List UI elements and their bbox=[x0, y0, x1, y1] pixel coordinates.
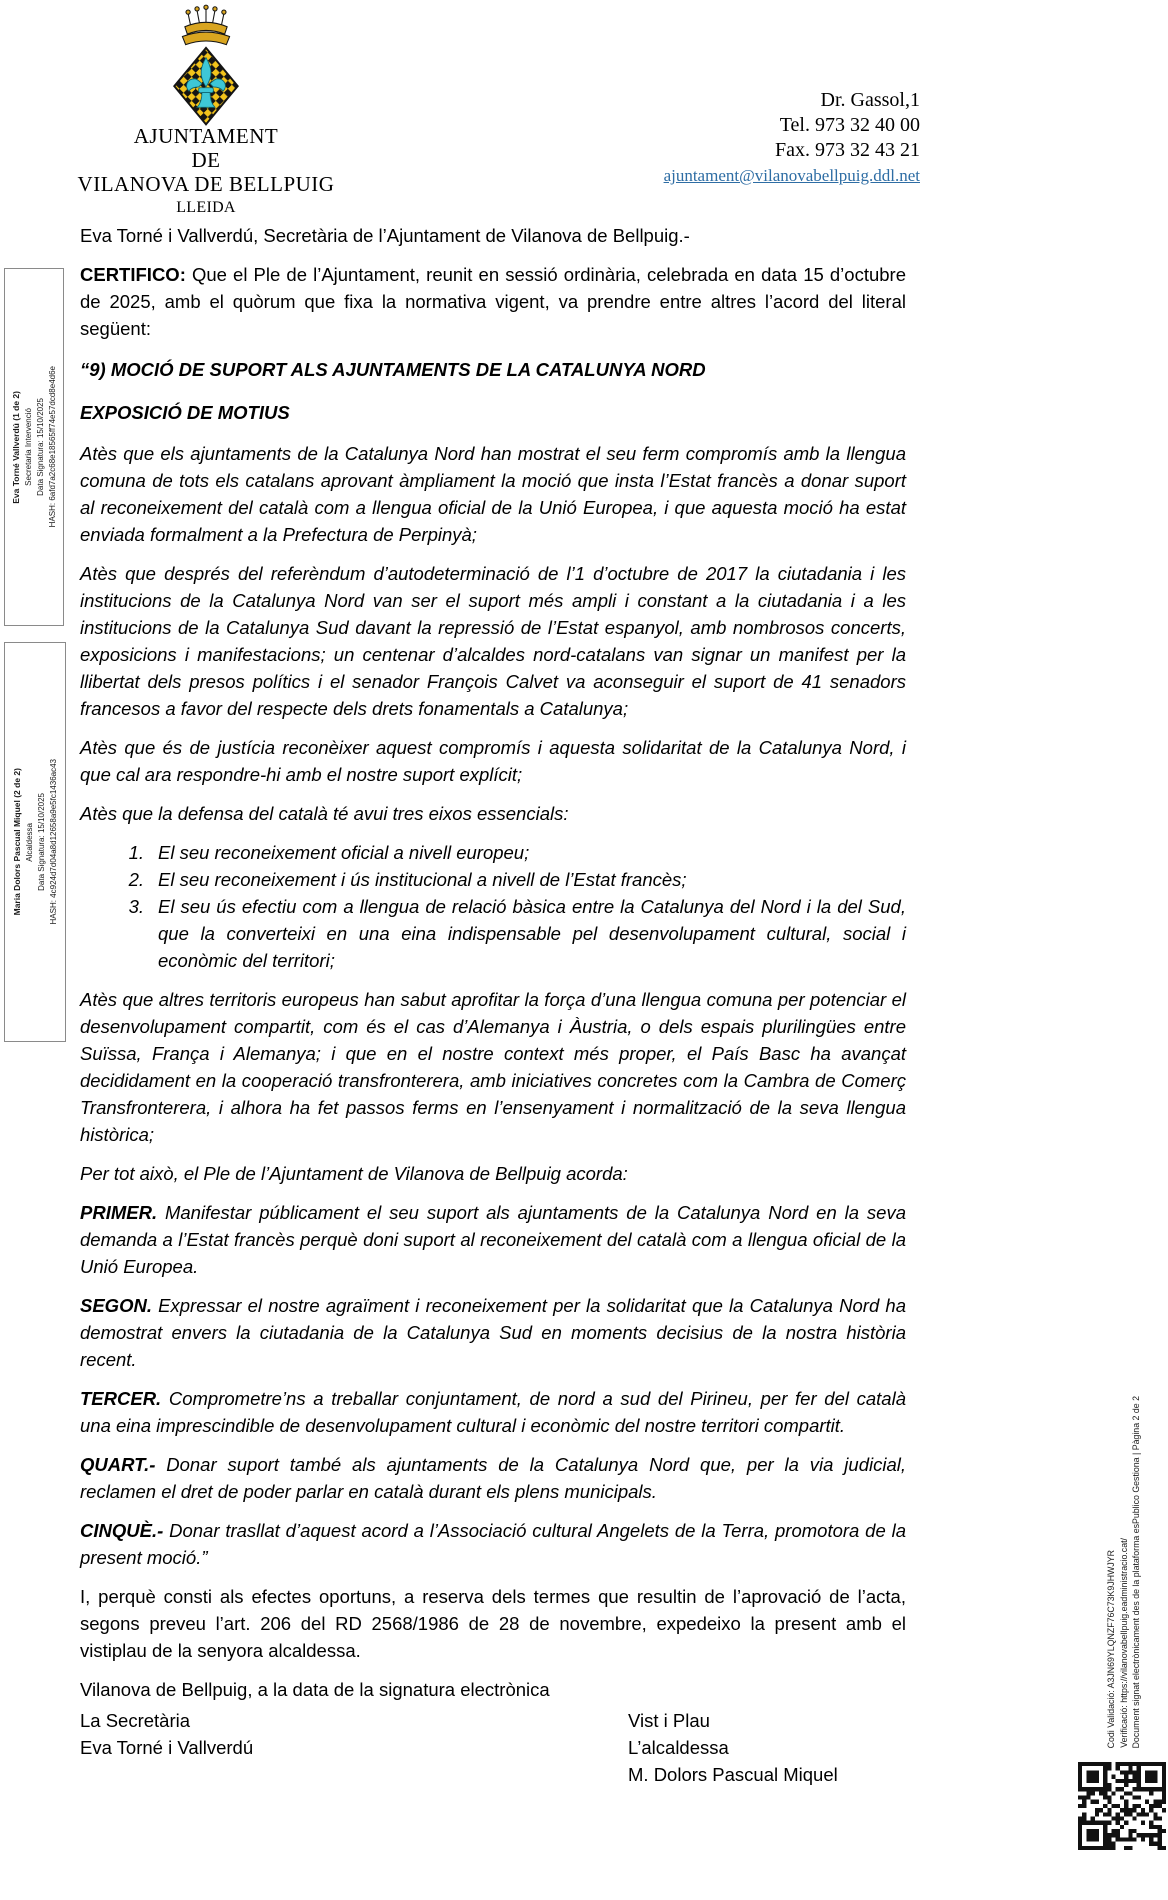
paragraph-ates-4: Atès que la defensa del català té avui tres eixos essencials: bbox=[80, 803, 569, 824]
organization-name-block bbox=[60, 124, 352, 220]
signature-visa: Vist i Plau bbox=[628, 1710, 710, 1731]
org-line: VILANOVA DE BELLPUIG bbox=[77, 172, 335, 196]
validation-code: Codi Validació: A3JN69YLQNZF76C73K9JHWJYR bbox=[1106, 1549, 1116, 1748]
agreement-cinque bbox=[80, 1517, 906, 1571]
paragraph-ates-2: Atès que després del referèndum d’autodeterminació de l’1 d’octubre de 2017 la ciutadania i les institucions de la Catalunya Nord van ser el suport més ampli i constant a la ciutadania i a les institucions de la Catalunya Sud davant la repressió de l’Estat espanyol, amb nombrosos concerts, exposicions i manifestacions; un centenar d’alcaldes nord-catalans van signar un manifest per la llibertat dels presos polítics i el senador François Calvet va aconseguir el suport de 41 senadors francesos a favor del respecte dels drets fonamentals a Catalunya; bbox=[80, 563, 906, 719]
stamp-signer-role: Secretaria Intervenció bbox=[23, 408, 33, 486]
org-line: LLEIDA bbox=[176, 199, 236, 216]
contact-fax: Fax. 973 32 43 21 bbox=[775, 139, 920, 161]
signature-name: Eva Torné i Vallverdú bbox=[80, 1737, 254, 1758]
list-item bbox=[80, 839, 906, 866]
contact-phone: Tel. 973 32 40 00 bbox=[779, 114, 920, 136]
list-item bbox=[80, 893, 906, 974]
stamp-signature-date: Data Signatura: 15/10/2025 bbox=[35, 398, 45, 496]
validation-margin bbox=[1106, 1088, 1143, 1748]
paragraph-ates-3: Atès que és de justícia reconèixer aquest compromís i aquesta solidaritat de la Catalunya Nord, i que cal ara respondre-hi amb el nostre suport explícit; bbox=[80, 737, 906, 785]
paragraph-ates-5: Atès que altres territoris europeus han sabut aprofitar la força d’una llengua comuna per potenciar el desenvolupament compartit, com és el cas d’Alemanya i Àustria, o dels espais plurilingües entre Suïssa, França i Alemanya; i que en el nostre context més proper, el País Basc ha avançat decididament en la cooperació transfronterera, amb iniciatives concretes com la Cambra de Comerç Transfronterera, i alhora ha fet passos ferms en l’ensenyament i normalització de la seva llengua històrica; bbox=[80, 989, 906, 1145]
exposicio-heading: EXPOSICIÓ DE MOTIUS bbox=[80, 402, 290, 423]
paragraph-acorda: Per tot això, el Ple de l’Ajuntament de Vilanova de Bellpuig acorda: bbox=[80, 1163, 628, 1184]
agreement-primer bbox=[80, 1199, 906, 1280]
agreement-lead: PRIMER. bbox=[80, 1202, 158, 1223]
signature-secretary bbox=[80, 1707, 628, 1788]
list-item-number: 2. bbox=[128, 869, 144, 890]
org-line: AJUNTAMENT bbox=[133, 124, 279, 148]
org-line: DE bbox=[191, 148, 221, 172]
signature-block bbox=[80, 1707, 906, 1788]
contact-block bbox=[500, 88, 920, 188]
agreement-text: Expressar el nostre agraïment i reconeixement per la solidaritat que la Catalunya Nord ha demostrat envers la ciutadania de la Catalunya Sud en moments decisius de la nostra història recent. bbox=[80, 1295, 906, 1370]
contact-email-link[interactable]: ajuntament@vilanovabellpuig.ddl.net bbox=[663, 166, 920, 185]
stamp-hash: HASH: 6afd7a2c68e18565ff74e57dcd8e4d6e bbox=[47, 366, 57, 528]
list-item-number: 3. bbox=[128, 896, 144, 917]
intro-line: Eva Torné i Vallverdú, Secretària de l’Ajuntament de Vilanova de Bellpuig.- bbox=[80, 225, 690, 246]
place-and-date-line: Vilanova de Bellpuig, a la data de la signatura electrònica bbox=[80, 1679, 550, 1700]
list-item-number: 1. bbox=[128, 842, 144, 863]
agreement-lead: TERCER. bbox=[80, 1388, 162, 1409]
agreement-quart bbox=[80, 1451, 906, 1505]
stamp-signer-name: Eva Torné Vallverdú (1 de 2) bbox=[10, 390, 21, 504]
agreement-lead: SEGON. bbox=[80, 1295, 152, 1316]
closing-paragraph: I, perquè consti als efectes oportuns, a reserva dels termes que resultin de l’aprovació de l’acta, segons preveu l’art. 206 del RD 2568/1986 de 28 de novembre, expedeixo la present amb el vistiplau de la senyora alcaldessa. bbox=[80, 1586, 906, 1661]
agreement-text: Comprometre’ns a treballar conjuntament, de nord a sud del Pirineu, per fer del català una eina imprescindible de desenvolupament cultural i econòmic del nostre territori compartit. bbox=[80, 1388, 906, 1436]
list-item-text: El seu reconeixement oficial a nivell europeu; bbox=[158, 842, 530, 863]
agreement-lead: CINQUÈ.- bbox=[80, 1520, 164, 1541]
agreement-text: Manifestar públicament el seu suport als ajuntaments de la Catalunya Nord en la seva demanda a l’Estat francès perquè doni suport al reconeixement del català com a llengua oficial de la Unió Europea. bbox=[80, 1202, 906, 1277]
coat-of-arms-logo bbox=[166, 4, 246, 126]
signature-stamp-secretary bbox=[4, 268, 64, 626]
signature-role: La Secretària bbox=[80, 1710, 191, 1731]
signature-mayor bbox=[628, 1707, 906, 1788]
agreement-text: Donar suport també als ajuntaments de la Catalunya Nord que, per la via judicial, reclamen el dret de poder parlar en català durant els plens municipals. bbox=[80, 1454, 906, 1502]
motion-title: “9) MOCIÓ DE SUPORT ALS AJUNTAMENTS DE LA CATALUNYA NORD bbox=[80, 359, 706, 380]
list-item-text: El seu ús efectiu com a llengua de relació bàsica entre la Catalunya del Nord i la del Sud, que la converteixi en una eina indispensable pel desenvolupament cultural, social i econòmic del territori; bbox=[158, 896, 906, 971]
essential-axes-list bbox=[80, 839, 906, 974]
signature-name: M. Dolors Pascual Miquel bbox=[628, 1764, 838, 1785]
list-item-text: El seu reconeixement i ús institucional a nivell de l’Estat francès; bbox=[158, 869, 687, 890]
stamp-signer-name: Maria Dolors Pascual Miquel (2 de 2) bbox=[11, 768, 22, 916]
agreement-segon bbox=[80, 1292, 906, 1373]
platform-signature-note: Document signat electrònicament des de la plataforma esPublico Gestiona | Pàgina 2 de 2 bbox=[1131, 1395, 1141, 1748]
certificate-body bbox=[80, 222, 906, 1788]
signature-stamp-mayor bbox=[4, 642, 66, 1042]
agreement-text: Donar trasllat d’aquest acord a l’Associació cultural Angelets de la Terra, promotora de la present moció.” bbox=[80, 1520, 906, 1568]
agreement-tercer bbox=[80, 1385, 906, 1439]
stamp-signer-role: Alcaldessa bbox=[24, 822, 34, 862]
qr-code bbox=[1078, 1762, 1166, 1850]
verification-url: Verificació: https://vilanovabellpuig.eadministracio.cat/ bbox=[1118, 1538, 1129, 1748]
crown-icon bbox=[182, 5, 229, 45]
stamp-hash: HASH: 4c924d7d04a8d12658a9e5fc1436ac43 bbox=[48, 759, 58, 925]
list-item bbox=[80, 866, 906, 893]
certifico-paragraph bbox=[80, 261, 906, 342]
certifico-lead: CERTIFICO: bbox=[80, 264, 186, 285]
agreement-lead: QUART.- bbox=[80, 1454, 156, 1475]
stamp-signature-date: Data Signatura: 15/10/2025 bbox=[36, 793, 46, 891]
signature-role: L’alcaldessa bbox=[628, 1737, 729, 1758]
certifico-text: Que el Ple de l’Ajuntament, reunit en sessió ordinària, celebrada en data 15 d’octubre de 2025, amb el quòrum que fixa la normativa vigent, va prendre entre altres l’acord del literal següent: bbox=[80, 264, 906, 339]
paragraph-ates-1: Atès que els ajuntaments de la Catalunya Nord han mostrat el seu ferm compromís amb la llengua comuna de tots els catalans aprovant àmpliament la moció que insta l’Estat francès a donar suport al reconeixement del català com a llengua oficial de la Unió Europea, i que aquesta moció ha estat enviada formalment a la Prefectura de Perpinyà; bbox=[80, 443, 906, 545]
contact-address: Dr. Gassol,1 bbox=[820, 89, 920, 111]
